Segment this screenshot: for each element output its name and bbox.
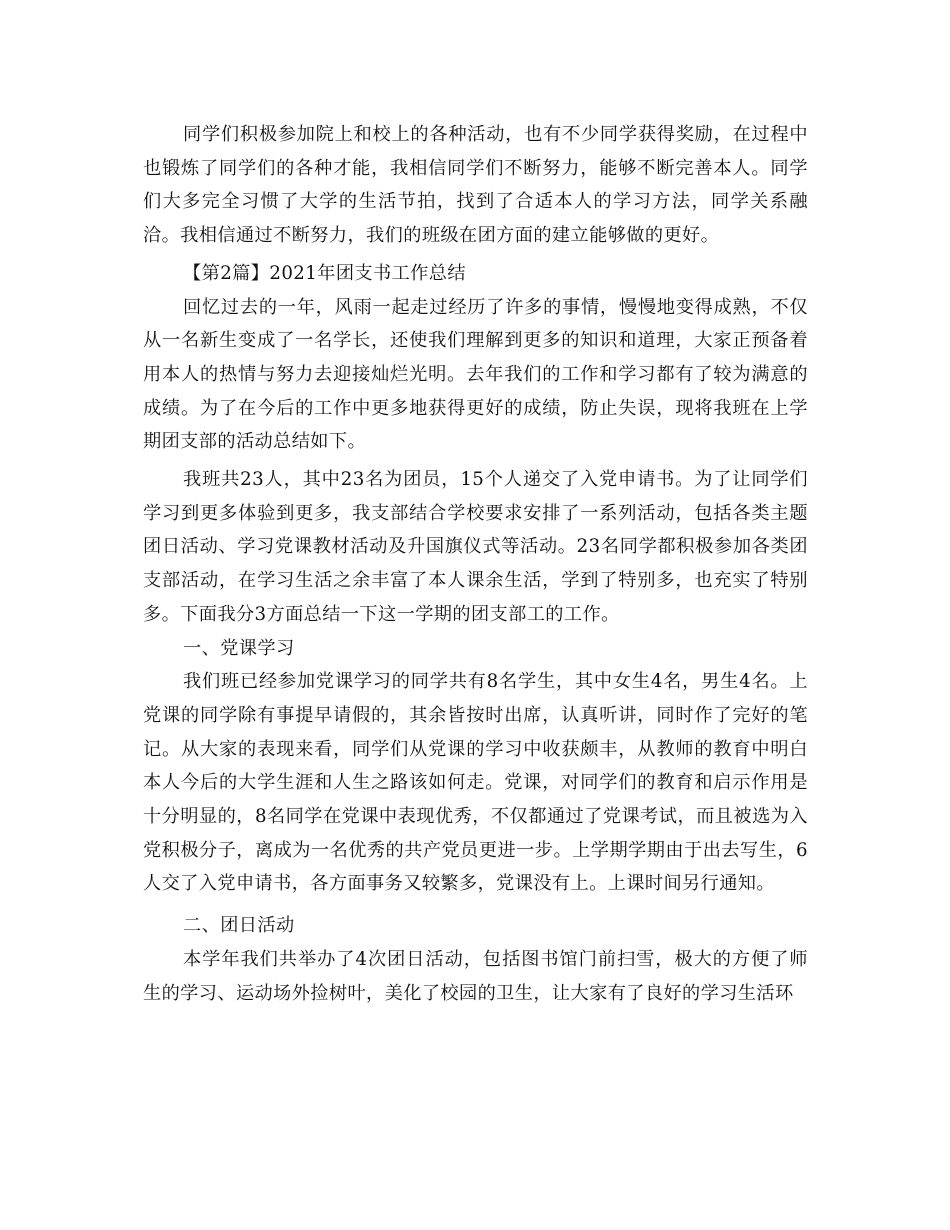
paragraph-league-day-activities: 本学年我们共举办了4次团日活动，包括图书馆门前扫雪，极大的方便了师生的学习、运动场外捡树叶，美化了校园的卫生，让大家有了良好的学习生活环 (143, 948, 808, 1004)
paragraph-party-class-study: 我们班已经参加党课学习的同学共有8名学生，其中女生4名，男生4名。上党课的同学除有事提早请假的，其余皆按时出席，认真听讲，同时作了完好的笔记。从大家的表现来看，同学们从党课的学习中收获颇丰，从教师的教育中明白本人今后的大学生涯和人生之路该如何走。党课，对同学们的教育和启示作用是十分明显的，8名同学在党课中表现优秀，不仅都通过了党课考试，而且被选为入党积极分子，离成为一名优秀的共产党员更进一步。上学期学期由于出去写生，6人交了入党申请书，各方面事务又较繁多，党课没有上。上课时间另行通知。 (143, 671, 808, 895)
document-body (143, 118, 808, 1010)
paragraph-activities-summary: 同学们积极参加院上和校上的各种活动，也有不少同学获得奖励，在过程中也锻炼了同学们的各种才能，我相信同学们不断努力，能够不断完善本人。同学们大多完全习惯了大学的生活节拍，找到了合适本人的学习方法，同学关系融洽。我相信通过不断努力，我们的班级在团方面的建立能够做的更好。 (143, 124, 808, 247)
section-heading-league-day: 二、团日活动 (183, 915, 295, 937)
section-title-second-article: 【第2篇】2021年团支书工作总结 (183, 262, 466, 284)
paragraph-class-overview: 我班共23人，其中23名为团员，15个人递交了入党申请书。为了让同学们学习到更多体验到更多，我支部结合学校要求安排了一系列活动，包括各类主题团日活动、学习党课教材活动及升国旗仪式等活动。23名同学都积极参加各类团支部活动，在学习生活之余丰富了本人课余生活，学到了特别多，也充实了特别多。下面我分3方面总结一下这一学期的团支部工的工作。 (143, 469, 808, 625)
section-heading-party-class: 一、党课学习 (183, 637, 295, 659)
paragraph-year-review: 回忆过去的一年，风雨一起走过经历了许多的事情，慢慢地变得成熟，不仅从一名新生变成了一名学长，还使我们理解到更多的知识和道理，大家正预备着用本人的热情与努力去迎接灿烂光明。去年我们的工作和学习都有了较为满意的成绩。为了在今后的工作中更多地获得更好的成绩，防止失误，现将我班在上学期团支部的活动总结如下。 (143, 296, 808, 453)
